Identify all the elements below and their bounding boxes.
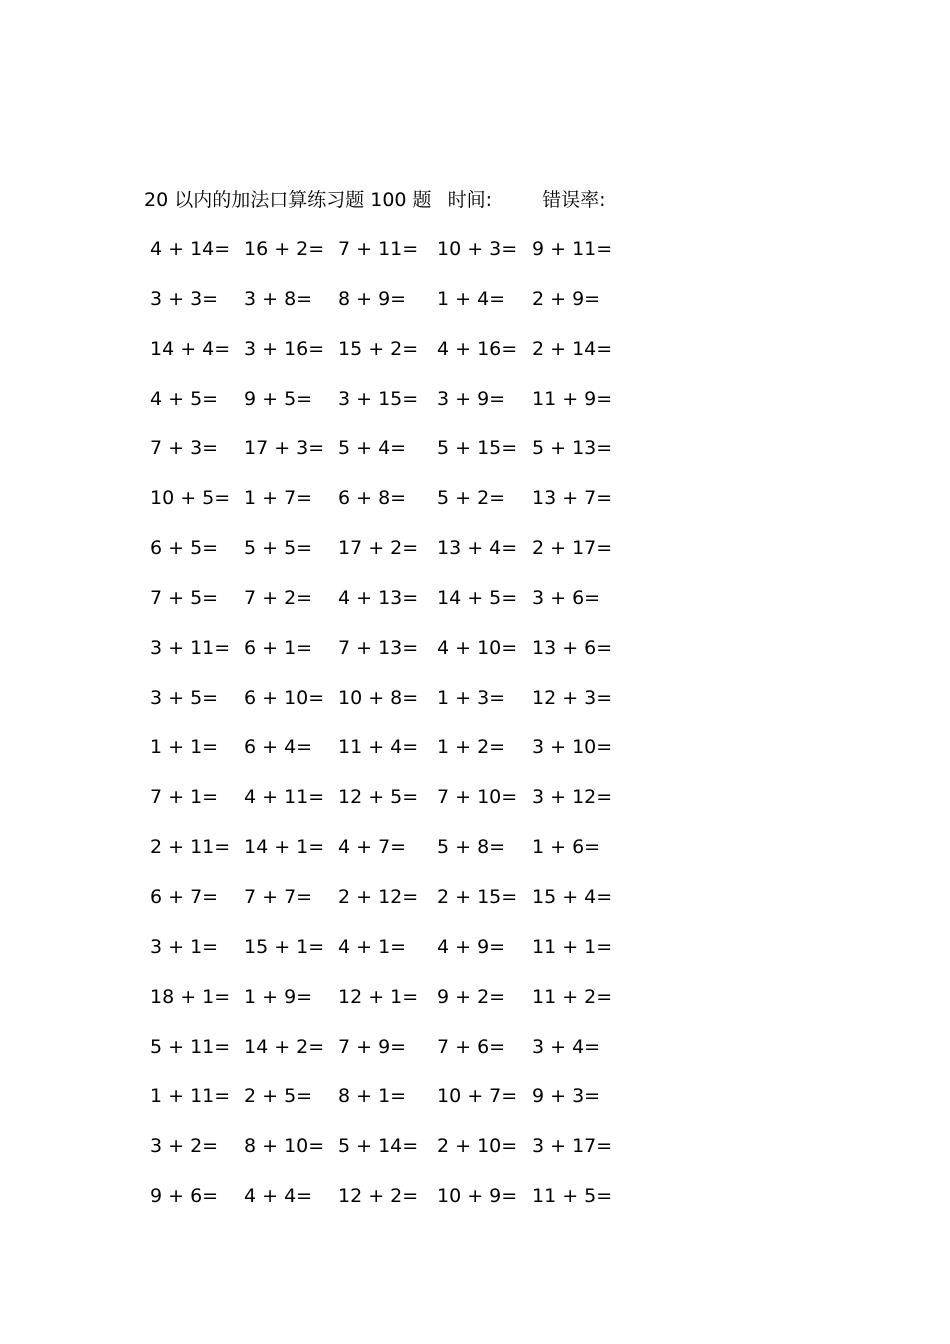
problem-item: 7 + 10= <box>437 786 518 809</box>
problem-item: 12 + 5= <box>338 786 419 809</box>
problem-item: 10 + 5= <box>150 487 231 510</box>
problem-item: 5 + 11= <box>150 1035 231 1058</box>
problem-item: 9 + 2= <box>437 985 506 1008</box>
problem-item: 14 + 4= <box>150 337 231 360</box>
problem-item: 6 + 1= <box>244 636 313 659</box>
problem-item: 6 + 4= <box>244 736 313 759</box>
problem-item: 15 + 2= <box>338 337 419 360</box>
error-rate-label: 错误率: <box>542 189 606 211</box>
problem-item: 5 + 4= <box>338 437 407 460</box>
problem-item: 12 + 2= <box>338 1185 419 1208</box>
problem-item: 7 + 13= <box>338 636 419 659</box>
problem-row <box>148 683 628 733</box>
problem-item: 6 + 8= <box>338 487 407 510</box>
problem-item: 1 + 3= <box>437 686 506 709</box>
problem-item: 11 + 9= <box>532 387 613 410</box>
problem-item: 11 + 2= <box>532 985 613 1008</box>
problem-row <box>148 882 628 932</box>
problem-item: 9 + 6= <box>150 1185 219 1208</box>
problem-row <box>148 533 628 583</box>
problem-item: 1 + 11= <box>150 1085 231 1108</box>
problem-item: 3 + 17= <box>532 1135 613 1158</box>
problem-item: 2 + 17= <box>532 537 613 560</box>
problem-item: 11 + 5= <box>532 1185 613 1208</box>
problem-row <box>148 1131 628 1181</box>
problem-row <box>148 1081 628 1131</box>
problem-item: 8 + 9= <box>338 287 407 310</box>
problem-item: 18 + 1= <box>150 985 231 1008</box>
problem-item: 8 + 10= <box>244 1135 325 1158</box>
problem-item: 7 + 6= <box>437 1035 506 1058</box>
problem-row <box>148 483 628 533</box>
problem-item: 1 + 7= <box>244 487 313 510</box>
problem-row <box>148 1181 628 1231</box>
problem-item: 2 + 9= <box>532 287 601 310</box>
problem-item: 15 + 4= <box>532 885 613 908</box>
problem-item: 12 + 3= <box>532 686 613 709</box>
problem-item: 13 + 4= <box>437 537 518 560</box>
problem-item: 10 + 9= <box>437 1185 518 1208</box>
problem-item: 1 + 4= <box>437 287 506 310</box>
problem-item: 4 + 7= <box>338 836 407 859</box>
problem-row <box>148 284 628 334</box>
problem-item: 3 + 12= <box>532 786 613 809</box>
problem-item: 2 + 12= <box>338 885 419 908</box>
problem-item: 15 + 1= <box>244 935 325 958</box>
problem-item: 17 + 2= <box>338 537 419 560</box>
problem-item: 5 + 13= <box>532 437 613 460</box>
problem-item: 11 + 4= <box>338 736 419 759</box>
problem-item: 13 + 7= <box>532 487 613 510</box>
problem-item: 7 + 2= <box>244 586 313 609</box>
time-label: 时间: <box>447 189 493 211</box>
problem-item: 7 + 11= <box>338 238 419 260</box>
problem-item: 4 + 9= <box>437 935 506 958</box>
problem-item: 10 + 8= <box>338 686 419 709</box>
problem-item: 3 + 9= <box>437 387 506 410</box>
problem-item: 3 + 11= <box>150 636 231 659</box>
problem-item: 4 + 4= <box>244 1185 313 1208</box>
problem-row <box>148 1032 628 1082</box>
problem-item: 12 + 1= <box>338 985 419 1008</box>
problem-item: 3 + 3= <box>150 287 219 310</box>
problem-item: 9 + 3= <box>532 1085 601 1108</box>
problem-item: 7 + 5= <box>150 586 219 609</box>
problem-item: 3 + 16= <box>244 337 325 360</box>
problem-item: 3 + 4= <box>532 1035 601 1058</box>
problem-item: 8 + 1= <box>338 1085 407 1108</box>
problem-row <box>148 583 628 633</box>
problem-row <box>148 384 628 434</box>
problem-item: 4 + 10= <box>437 636 518 659</box>
problem-item: 10 + 3= <box>437 238 518 260</box>
problem-row <box>148 982 628 1032</box>
problem-item: 2 + 5= <box>244 1085 313 1108</box>
problem-item: 2 + 11= <box>150 836 231 859</box>
problem-item: 1 + 1= <box>150 736 219 759</box>
problem-item: 1 + 6= <box>532 836 601 859</box>
problem-item: 4 + 1= <box>338 935 407 958</box>
problem-row <box>148 334 628 384</box>
worksheet-title: 20 以内的加法口算练习题 100 题 <box>144 189 432 211</box>
problem-item: 2 + 14= <box>532 337 613 360</box>
problem-item: 1 + 9= <box>244 985 313 1008</box>
problem-row <box>148 832 628 882</box>
problem-item: 6 + 7= <box>150 885 219 908</box>
problem-item: 17 + 3= <box>244 437 325 460</box>
problem-item: 2 + 15= <box>437 885 518 908</box>
problem-item: 13 + 6= <box>532 636 613 659</box>
problem-item: 10 + 7= <box>437 1085 518 1108</box>
problem-item: 5 + 8= <box>437 836 506 859</box>
problem-item: 11 + 1= <box>532 935 613 958</box>
problem-item: 2 + 10= <box>437 1135 518 1158</box>
problem-item: 3 + 8= <box>244 287 313 310</box>
problem-item: 3 + 2= <box>150 1135 219 1158</box>
problem-row <box>148 782 628 832</box>
problem-item: 14 + 1= <box>244 836 325 859</box>
problem-item: 6 + 5= <box>150 537 219 560</box>
problem-item: 3 + 10= <box>532 736 613 759</box>
problem-item: 5 + 15= <box>437 437 518 460</box>
problem-item: 1 + 2= <box>437 736 506 759</box>
problem-item: 14 + 5= <box>437 586 518 609</box>
problem-row <box>148 932 628 982</box>
problem-item: 9 + 5= <box>244 387 313 410</box>
problem-row <box>148 732 628 782</box>
problem-item: 3 + 15= <box>338 387 419 410</box>
problem-item: 4 + 5= <box>150 387 219 410</box>
problem-item: 7 + 3= <box>150 437 219 460</box>
problem-item: 16 + 2= <box>244 238 325 260</box>
worksheet-header <box>144 186 606 214</box>
problem-row <box>148 433 628 483</box>
problem-item: 4 + 14= <box>150 238 231 260</box>
problem-item: 6 + 10= <box>244 686 325 709</box>
problem-item: 4 + 13= <box>338 586 419 609</box>
problem-item: 3 + 1= <box>150 935 219 958</box>
problem-row <box>148 633 628 683</box>
problem-item: 14 + 2= <box>244 1035 325 1058</box>
problem-item: 7 + 7= <box>244 885 313 908</box>
problem-item: 5 + 14= <box>338 1135 419 1158</box>
problem-item: 7 + 1= <box>150 786 219 809</box>
problem-item: 9 + 11= <box>532 238 613 260</box>
problem-item: 7 + 9= <box>338 1035 407 1058</box>
problem-item: 3 + 5= <box>150 686 219 709</box>
problem-row <box>148 234 628 284</box>
problem-item: 5 + 5= <box>244 537 313 560</box>
problem-item: 3 + 6= <box>532 586 601 609</box>
problem-grid <box>148 234 628 1231</box>
problem-item: 4 + 11= <box>244 786 325 809</box>
problem-item: 5 + 2= <box>437 487 506 510</box>
problem-item: 4 + 16= <box>437 337 518 360</box>
